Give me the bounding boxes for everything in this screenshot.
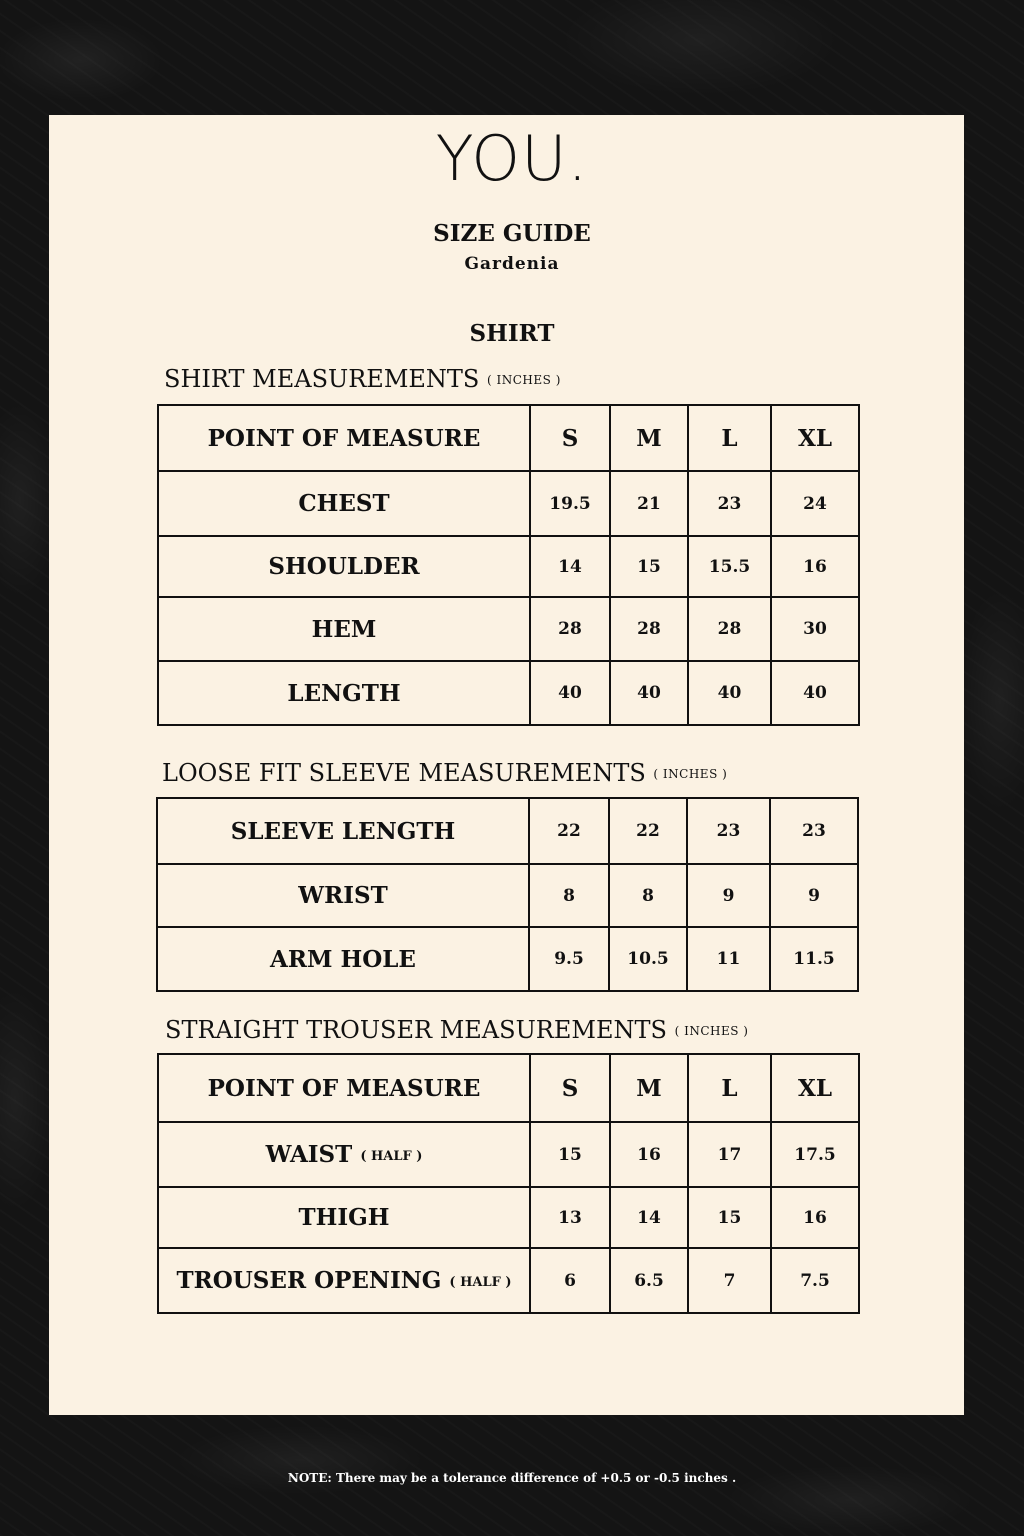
unit-label: ( INCHES ): [653, 767, 728, 781]
measure-value: 23: [687, 798, 770, 864]
column-header-size: XL: [771, 405, 859, 471]
sleeve-measurements-table: [156, 797, 859, 992]
brand-logo: YOU.: [435, 122, 589, 195]
measure-value: 9: [770, 864, 858, 927]
column-header-size: M: [610, 1054, 688, 1122]
column-header-measure: POINT OF MEASURE: [158, 1054, 530, 1122]
measure-value: 8: [529, 864, 609, 927]
unit-label: ( INCHES ): [674, 1024, 749, 1038]
measure-value: 21: [610, 471, 688, 536]
measure-value: 28: [688, 597, 771, 661]
measure-label: WAIST ( HALF ): [158, 1122, 530, 1187]
table-row: [158, 1122, 859, 1187]
measure-value: 7.5: [771, 1248, 859, 1313]
trouser-measurements-table: [157, 1053, 860, 1314]
measure-value: 28: [610, 597, 688, 661]
measure-value: 28: [530, 597, 610, 661]
measure-value: 6.5: [610, 1248, 688, 1313]
table-row: [158, 471, 859, 536]
measure-value: 23: [770, 798, 858, 864]
measure-value: 16: [610, 1122, 688, 1187]
measure-value: 14: [530, 536, 610, 597]
column-header-size: S: [530, 1054, 610, 1122]
table-row: [157, 798, 858, 864]
measure-label: WRIST: [157, 864, 529, 927]
measure-label: LENGTH: [158, 661, 530, 725]
measure-value: 40: [688, 661, 771, 725]
table-row: [158, 536, 859, 597]
measure-value: 6: [530, 1248, 610, 1313]
table-row: [158, 661, 859, 725]
measure-value: 22: [609, 798, 687, 864]
guide-title: SIZE GUIDE: [433, 220, 591, 247]
tolerance-note: NOTE: There may be a tolerance difference of +0.5 or -0.5 inches .: [287, 1471, 737, 1485]
measure-label: SHOULDER: [158, 536, 530, 597]
measure-value: 14: [610, 1187, 688, 1248]
measure-value: 40: [771, 661, 859, 725]
measure-note: ( HALF ): [360, 1149, 423, 1164]
measure-label: CHEST: [158, 471, 530, 536]
section-title: SHIRT: [469, 320, 555, 347]
shirt-measurements-table: [157, 404, 860, 726]
measure-value: 40: [610, 661, 688, 725]
measure-label: TROUSER OPENING ( HALF ): [158, 1248, 530, 1313]
measure-value: 16: [771, 1187, 859, 1248]
collection-name: Gardenia: [464, 254, 560, 274]
measure-value: 7: [688, 1248, 771, 1313]
measure-value: 40: [530, 661, 610, 725]
column-header-size: L: [688, 1054, 771, 1122]
table-row: [157, 927, 858, 991]
measure-value: 13: [530, 1187, 610, 1248]
measure-value: 11.5: [770, 927, 858, 991]
measure-value: 11: [687, 927, 770, 991]
column-header-measure: POINT OF MEASURE: [158, 405, 530, 471]
measure-value: 15.5: [688, 536, 771, 597]
table-row: [158, 597, 859, 661]
column-header-size: L: [688, 405, 771, 471]
table-header-row: [158, 1054, 859, 1122]
measure-value: 9.5: [529, 927, 609, 991]
measure-value: 22: [529, 798, 609, 864]
measure-value: 17: [688, 1122, 771, 1187]
column-header-size: S: [530, 405, 610, 471]
table-row: [158, 1248, 859, 1313]
sleeve-measurements-heading: LOOSE FIT SLEEVE MEASUREMENTS ( INCHES ): [162, 759, 728, 787]
measure-value: 16: [771, 536, 859, 597]
unit-label: ( INCHES ): [487, 373, 561, 387]
table-row: [158, 1187, 859, 1248]
shirt-measurements-heading: SHIRT MEASUREMENTS ( INCHES ): [164, 365, 561, 393]
measure-value: 15: [610, 536, 688, 597]
measure-note: ( HALF ): [449, 1275, 512, 1290]
measure-value: 8: [609, 864, 687, 927]
measure-value: 9: [687, 864, 770, 927]
column-header-size: M: [610, 405, 688, 471]
measure-label: THIGH: [158, 1187, 530, 1248]
measure-value: 23: [688, 471, 771, 536]
measure-value: 15: [688, 1187, 771, 1248]
table-header-row: [158, 405, 859, 471]
measure-label: HEM: [158, 597, 530, 661]
trouser-measurements-heading: STRAIGHT TROUSER MEASUREMENTS ( INCHES ): [165, 1016, 749, 1044]
measure-value: 24: [771, 471, 859, 536]
table-row: [157, 864, 858, 927]
measure-value: 30: [771, 597, 859, 661]
column-header-size: XL: [771, 1054, 859, 1122]
measure-value: 10.5: [609, 927, 687, 991]
measure-value: 17.5: [771, 1122, 859, 1187]
measure-label: ARM HOLE: [157, 927, 529, 991]
measure-value: 19.5: [530, 471, 610, 536]
measure-label: SLEEVE LENGTH: [157, 798, 529, 864]
measure-value: 15: [530, 1122, 610, 1187]
